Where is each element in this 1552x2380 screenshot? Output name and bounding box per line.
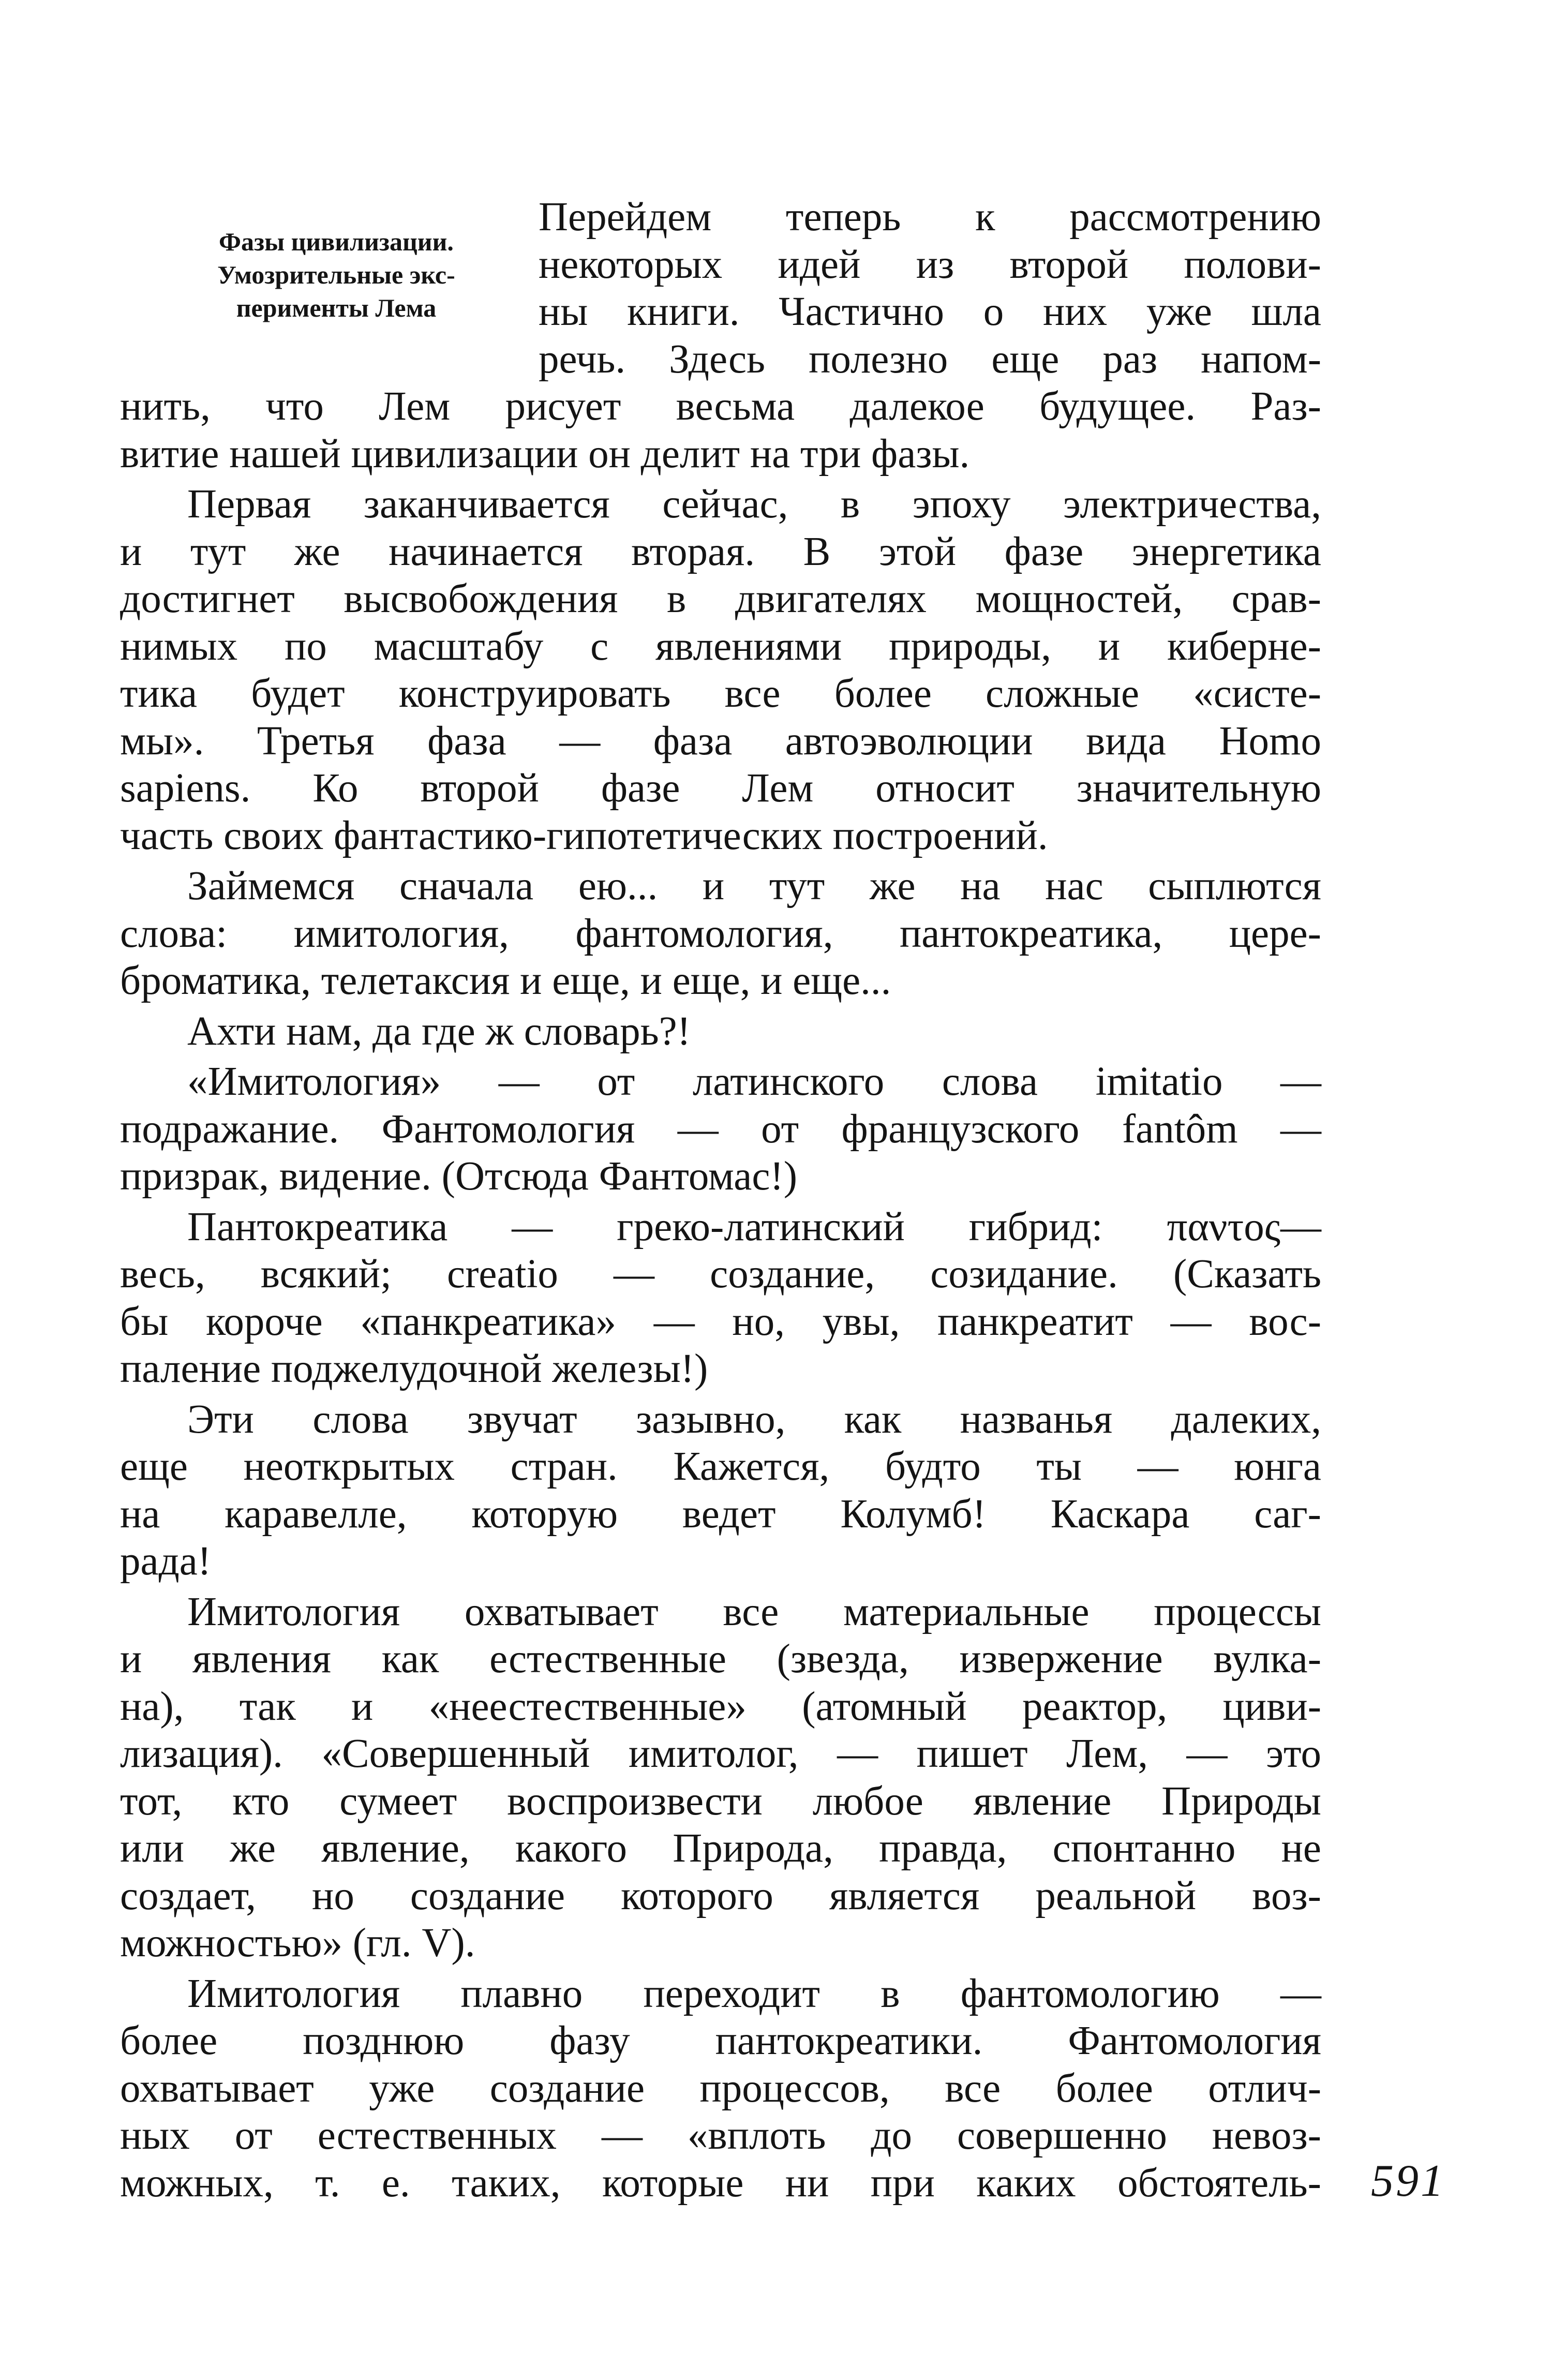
text-line: призрак, видение. (Отсюда Фантомас!) bbox=[120, 1154, 798, 1199]
text-line: Ахти нам, да где ж словарь?! bbox=[187, 1008, 691, 1054]
text-line: «Имитология» — от латинского слова imitatio — bbox=[187, 1059, 1321, 1104]
text-line: бы короче «панкреатика» — но, увы, панкреатит — вос- bbox=[120, 1299, 1321, 1344]
text-line: более позднюю фазу пантокреатики. Фантомология bbox=[120, 2018, 1321, 2063]
text-line: речь. Здесь полезно еще раз напом- bbox=[539, 336, 1321, 382]
text-line: витие нашей цивилизации он делит на три фазы. bbox=[120, 431, 970, 477]
page-number: 591 bbox=[1371, 2156, 1445, 2206]
text-line: Пантокреатика — греко-латинский гибрид: παντος— bbox=[187, 1204, 1321, 1250]
text-line: тот, кто сумеет воспроизвести любое явление Природы bbox=[120, 1778, 1321, 1824]
text-line: нимых по масштабу с явлениями природы, и киберне- bbox=[120, 623, 1321, 669]
text-line: паление поджелудочной железы!) bbox=[120, 1346, 708, 1391]
text-line: и тут же начинается вторая. В этой фазе энергетика bbox=[120, 529, 1321, 574]
text-line: охватывает уже создание процессов, все более отлич- bbox=[120, 2065, 1321, 2111]
text-line: достигнет высвобождения в двигателях мощностей, срав- bbox=[120, 576, 1321, 621]
text-line: нить, что Лем рисует весьма далекое будущее. Раз- bbox=[120, 384, 1321, 429]
text-line: можностью» (гл. V). bbox=[120, 1921, 475, 1966]
text-line: весь, всякий; creatio — создание, созидание. (Сказать bbox=[120, 1252, 1321, 1297]
text-line: некоторых идей из второй полови- bbox=[539, 242, 1321, 287]
text-line: часть своих фантастико-гипотетических построений. bbox=[120, 813, 1048, 858]
text-line: лизация). «Совершенный имитолог, — пишет Лем, — это bbox=[120, 1731, 1321, 1776]
text-line: на), так и «неестественные» (атомный реактор, циви- bbox=[120, 1684, 1321, 1729]
text-line: Первая заканчивается сейчас, в эпоху электричества, bbox=[187, 482, 1321, 527]
text-line: броматика, телетаксия и еще, и еще, и еще... bbox=[120, 958, 891, 1003]
text-line: мы». Третья фаза — фаза автоэволюции вида Homo bbox=[120, 718, 1321, 764]
text-line: тика будет конструировать все более сложные «систе- bbox=[120, 671, 1321, 716]
sidenote-line: Фазы цивилизации. bbox=[219, 227, 454, 256]
text-line: слова: имитология, фантомология, пантокреатика, цере- bbox=[120, 911, 1321, 956]
text-line: ных от естественных — «вплоть до совершенно невоз- bbox=[120, 2113, 1321, 2158]
text-line: или же явление, какого Природа, правда, спонтанно не bbox=[120, 1826, 1321, 1871]
sidenote-line: Умозрительные экс- bbox=[217, 260, 455, 289]
text-line: Имитология охватывает все материальные процессы bbox=[187, 1589, 1321, 1634]
text-line: еще неоткрытых стран. Кажется, будто ты — юнга bbox=[120, 1444, 1321, 1489]
text-line: подражание. Фантомология — от французского fantôm — bbox=[120, 1106, 1321, 1152]
text-line: sapiens. Ко второй фазе Лем относит значительную bbox=[120, 766, 1321, 811]
text-line: на каравелле, которую ведет Колумб! Каскара саг- bbox=[120, 1491, 1321, 1537]
text-line: Перейдем теперь к рассмотрению bbox=[539, 195, 1321, 240]
text-line: ны книги. Частично о них уже шла bbox=[539, 289, 1321, 334]
body-text bbox=[120, 194, 1321, 2207]
text-line: создает, но создание которого является реальной воз- bbox=[120, 1873, 1321, 1918]
text-line: и явления как естественные (звезда, извержение вулка- bbox=[120, 1637, 1321, 1682]
text-line: Эти слова звучат зазывно, как названья далеких, bbox=[187, 1396, 1321, 1442]
text-line: рада! bbox=[120, 1539, 212, 1584]
sidenote-line: перименты Лема bbox=[236, 293, 437, 322]
text-line: Займемся сначала ею... и тут же на нас сыплются bbox=[187, 864, 1321, 909]
text-line: можных, т. е. таких, которые ни при каких обстоятель- bbox=[120, 2160, 1321, 2206]
text-line: Имитология плавно переходит в фантомологию — bbox=[187, 1971, 1321, 2016]
